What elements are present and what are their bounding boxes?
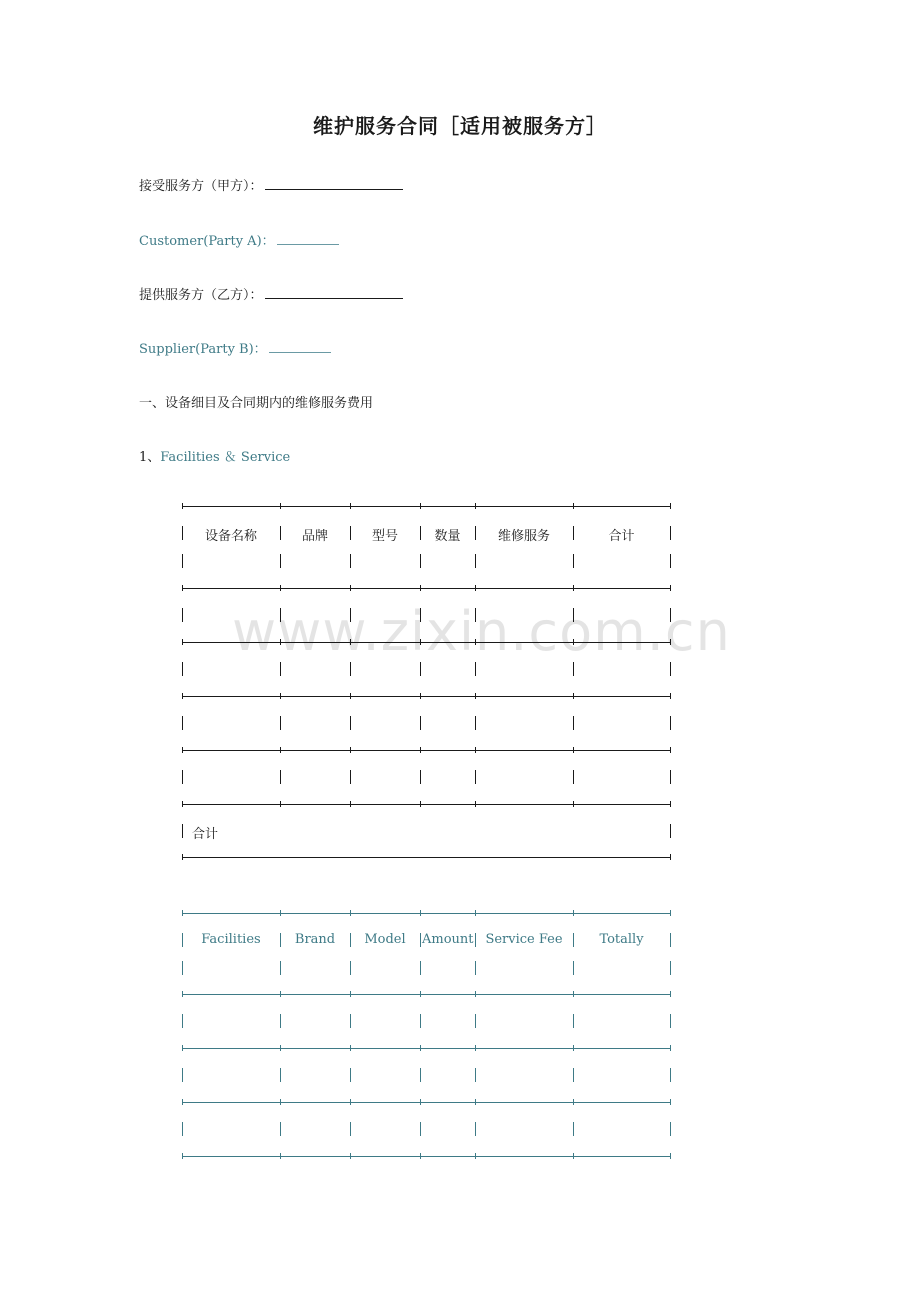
table-border [475, 933, 476, 947]
table-cell[interactable] [422, 1118, 473, 1136]
table-junction [350, 1045, 351, 1051]
table-border [573, 1068, 574, 1082]
party-a-cn-label: 接受服务方（甲方）： [139, 179, 263, 194]
table-rule [182, 857, 671, 858]
table-cell[interactable] [422, 766, 473, 784]
table-junction [350, 639, 351, 645]
table-junction [182, 1153, 183, 1159]
table-header-cell: Model [364, 932, 406, 947]
table-junction [420, 747, 421, 753]
table-border [573, 526, 574, 540]
table-border [420, 662, 421, 676]
table-rule [182, 750, 671, 751]
table-cell[interactable] [352, 1010, 418, 1028]
table-junction [670, 991, 671, 997]
table-junction [280, 1099, 281, 1105]
table-border [182, 1122, 183, 1136]
table-junction [573, 503, 574, 509]
table-border [350, 1122, 351, 1136]
table-cell[interactable] [184, 604, 278, 622]
party-a-cn-blank[interactable] [265, 176, 403, 190]
table-junction [670, 910, 671, 916]
table-junction [280, 1153, 281, 1159]
table-border [670, 716, 671, 730]
table-junction [280, 910, 281, 916]
table-junction [670, 1153, 671, 1159]
table-cell[interactable] [282, 1064, 348, 1082]
table-junction [420, 503, 421, 509]
table-cell[interactable] [184, 1064, 278, 1082]
table-junction [670, 1045, 671, 1051]
table-junction [182, 991, 183, 997]
table-border [670, 554, 671, 568]
table-border [280, 1068, 281, 1082]
table-border [182, 608, 183, 622]
table-junction [475, 910, 476, 916]
table-cell[interactable] [422, 1010, 473, 1028]
table-junction [573, 693, 574, 699]
table-border [670, 608, 671, 622]
table-border [573, 1122, 574, 1136]
table-junction [182, 503, 183, 509]
table-junction [182, 639, 183, 645]
table-cell[interactable] [352, 712, 418, 730]
table-border [573, 716, 574, 730]
party-b-en-line [139, 338, 331, 357]
table-junction [182, 854, 183, 860]
table-cell[interactable] [282, 604, 348, 622]
table-border [573, 662, 574, 676]
table-junction [280, 747, 281, 753]
table-rule [182, 506, 671, 507]
table-junction [420, 991, 421, 997]
table-cell[interactable] [184, 658, 278, 676]
table-cell[interactable] [422, 1064, 473, 1082]
table-border [573, 554, 574, 568]
table-junction [280, 639, 281, 645]
table-rule [182, 642, 671, 643]
table-junction [280, 693, 281, 699]
table-border [280, 770, 281, 784]
table-junction [350, 585, 351, 591]
table-junction [280, 991, 281, 997]
table-cell[interactable] [352, 766, 418, 784]
table-cell[interactable] [575, 1010, 668, 1028]
table-cell[interactable] [422, 604, 473, 622]
table-border [182, 961, 183, 975]
party-b-cn-label: 提供服务方（乙方）： [139, 288, 263, 303]
table-border [182, 770, 183, 784]
table-border [420, 961, 421, 975]
table-border [420, 1122, 421, 1136]
table-junction [350, 991, 351, 997]
table-border [350, 770, 351, 784]
table-cell[interactable] [575, 1118, 668, 1136]
table-junction [670, 801, 671, 807]
table-cell[interactable] [575, 604, 668, 622]
table-junction [350, 801, 351, 807]
table-header-cell: 维修服务 [497, 529, 550, 544]
table-border [670, 824, 671, 838]
party-b-en-blank[interactable] [269, 339, 331, 353]
table-junction [475, 1045, 476, 1051]
party-b-cn-blank[interactable] [265, 285, 403, 299]
table-header-cell: 设备名称 [204, 529, 257, 544]
table-border [350, 526, 351, 540]
table-cell[interactable] [282, 658, 348, 676]
table-junction [182, 910, 183, 916]
table-junction [475, 1099, 476, 1105]
table-rule [182, 913, 671, 914]
table-junction [280, 503, 281, 509]
table-junction [573, 910, 574, 916]
subsection-title: Facilities ＆ Service [160, 450, 291, 465]
table-junction [280, 1045, 281, 1051]
table-cell[interactable] [477, 604, 571, 622]
subsection-heading [139, 446, 290, 465]
table-border [280, 933, 281, 947]
table-cell[interactable] [575, 766, 668, 784]
table-cell[interactable] [477, 1010, 571, 1028]
subsection-number: 1、 [139, 450, 161, 465]
table-cell[interactable] [352, 604, 418, 622]
table-junction [670, 585, 671, 591]
table-junction [182, 693, 183, 699]
table-junction [420, 693, 421, 699]
table-rule [182, 994, 671, 995]
table-border [280, 961, 281, 975]
table-border [350, 554, 351, 568]
table-junction [475, 1153, 476, 1159]
table-header-cell: 型号 [371, 529, 398, 544]
table-junction [573, 639, 574, 645]
table-header-cell: 合计 [608, 529, 635, 544]
table-border [182, 662, 183, 676]
table-junction [420, 801, 421, 807]
table-junction [420, 1045, 421, 1051]
party-b-en-label: Supplier(Party B)： [139, 342, 267, 357]
table-junction [475, 585, 476, 591]
table-rule [182, 696, 671, 697]
table-cell[interactable] [477, 658, 571, 676]
table-border [573, 770, 574, 784]
table-border [182, 526, 183, 540]
table-border [475, 662, 476, 676]
table-cell[interactable] [282, 1118, 348, 1136]
table-header-cell: Brand [294, 932, 336, 947]
section-heading: 一、设备细目及合同期内的维修服务费用 [139, 396, 374, 411]
table-cell[interactable] [184, 1010, 278, 1028]
table-border [670, 933, 671, 947]
table-cell[interactable] [422, 658, 473, 676]
table-header-cell: Facilities [201, 932, 261, 947]
party-b-cn-line [139, 284, 403, 303]
table-junction [182, 1045, 183, 1051]
party-a-en-label: Customer(Party A)： [139, 234, 275, 249]
table-border [475, 608, 476, 622]
table-border [280, 554, 281, 568]
table-border [280, 1122, 281, 1136]
table-cell[interactable] [422, 712, 473, 730]
table-junction [573, 1153, 574, 1159]
table-cell[interactable] [184, 766, 278, 784]
table-header-cell: Amount [422, 932, 474, 947]
table-junction [182, 747, 183, 753]
table-cell[interactable] [352, 658, 418, 676]
table-header-cell: Service Fee [485, 932, 563, 947]
table-junction [670, 639, 671, 645]
table-border [670, 770, 671, 784]
table-junction [182, 801, 183, 807]
table-rule [182, 1048, 671, 1049]
table-junction [280, 585, 281, 591]
table-border [573, 933, 574, 947]
table-rule [182, 588, 671, 589]
table-border [182, 554, 183, 568]
table-border [280, 526, 281, 540]
table-border [350, 1014, 351, 1028]
table-junction [475, 801, 476, 807]
table-junction [350, 747, 351, 753]
table-junction [350, 693, 351, 699]
table-border [182, 1014, 183, 1028]
table-junction [280, 801, 281, 807]
table-cell[interactable] [282, 1010, 348, 1028]
table-border [280, 662, 281, 676]
table-border [475, 1014, 476, 1028]
table-junction [475, 991, 476, 997]
table-border [475, 1068, 476, 1082]
table-border [670, 1122, 671, 1136]
table-junction [420, 639, 421, 645]
table-border [475, 961, 476, 975]
table-junction [573, 1045, 574, 1051]
table-border [670, 1014, 671, 1028]
table-cell[interactable] [282, 712, 348, 730]
table-junction [573, 801, 574, 807]
table-cell[interactable] [575, 712, 668, 730]
table-cell[interactable] [184, 1118, 278, 1136]
table-junction [670, 693, 671, 699]
table-junction [670, 854, 671, 860]
table-border [670, 961, 671, 975]
table-cell[interactable] [477, 1118, 571, 1136]
table-junction [475, 503, 476, 509]
table-border [573, 608, 574, 622]
table-junction [182, 585, 183, 591]
table-border [280, 716, 281, 730]
table-rule [182, 1156, 671, 1157]
table-border [350, 662, 351, 676]
table-border [182, 716, 183, 730]
table-border [475, 526, 476, 540]
table-junction [420, 1099, 421, 1105]
table-border [420, 770, 421, 784]
table-cell[interactable] [282, 766, 348, 784]
table-junction [420, 1153, 421, 1159]
table-border [420, 554, 421, 568]
table-border [420, 1014, 421, 1028]
table-junction [475, 693, 476, 699]
party-a-en-blank[interactable] [277, 231, 339, 245]
table-junction [350, 910, 351, 916]
table-junction [475, 747, 476, 753]
table-border [280, 1014, 281, 1028]
table-border [350, 933, 351, 947]
table-junction [573, 585, 574, 591]
table-border [475, 716, 476, 730]
watermark-text: www.zixin.com.cn [232, 600, 731, 663]
table-cell[interactable] [184, 712, 278, 730]
table-junction [573, 991, 574, 997]
table-junction [350, 503, 351, 509]
table-junction [573, 1099, 574, 1105]
table-junction [350, 1153, 351, 1159]
table-border [350, 608, 351, 622]
table-junction [670, 503, 671, 509]
table-junction [670, 747, 671, 753]
table-border [670, 1068, 671, 1082]
party-a-cn-line [139, 175, 403, 194]
table-border [475, 554, 476, 568]
table-border [182, 933, 183, 947]
table-cell[interactable] [352, 1064, 418, 1082]
table-cell[interactable] [477, 1064, 571, 1082]
table-cell[interactable] [352, 1118, 418, 1136]
table-border [573, 1014, 574, 1028]
table-rule [182, 804, 671, 805]
table-border [182, 1068, 183, 1082]
table-border [350, 1068, 351, 1082]
table-border [182, 824, 183, 838]
table-border [670, 526, 671, 540]
table-junction [420, 585, 421, 591]
table-cell[interactable] [477, 712, 571, 730]
table-rule [182, 1102, 671, 1103]
table-border [475, 770, 476, 784]
table-cell[interactable] [575, 1064, 668, 1082]
table-header-cell: 品牌 [301, 529, 328, 544]
table-header-cell: 数量 [434, 529, 461, 544]
table-junction [350, 1099, 351, 1105]
table-border [573, 961, 574, 975]
table-border [350, 716, 351, 730]
table-header-cell: Totally [599, 932, 644, 947]
table-border [420, 1068, 421, 1082]
table-border [350, 961, 351, 975]
table-total-label: 合计 [192, 827, 219, 842]
table-border [280, 608, 281, 622]
table-junction [182, 1099, 183, 1105]
party-a-en-line [139, 230, 339, 249]
table-junction [670, 1099, 671, 1105]
table-border [420, 526, 421, 540]
table-junction [573, 747, 574, 753]
document-title: 维护服务合同［适用被服务方］ [313, 114, 607, 138]
table-border [420, 933, 421, 947]
table-border [670, 662, 671, 676]
table-cell[interactable] [477, 766, 571, 784]
table-junction [420, 910, 421, 916]
table-border [420, 608, 421, 622]
table-junction [475, 639, 476, 645]
table-cell[interactable] [575, 658, 668, 676]
table-border [475, 1122, 476, 1136]
table-border [420, 716, 421, 730]
